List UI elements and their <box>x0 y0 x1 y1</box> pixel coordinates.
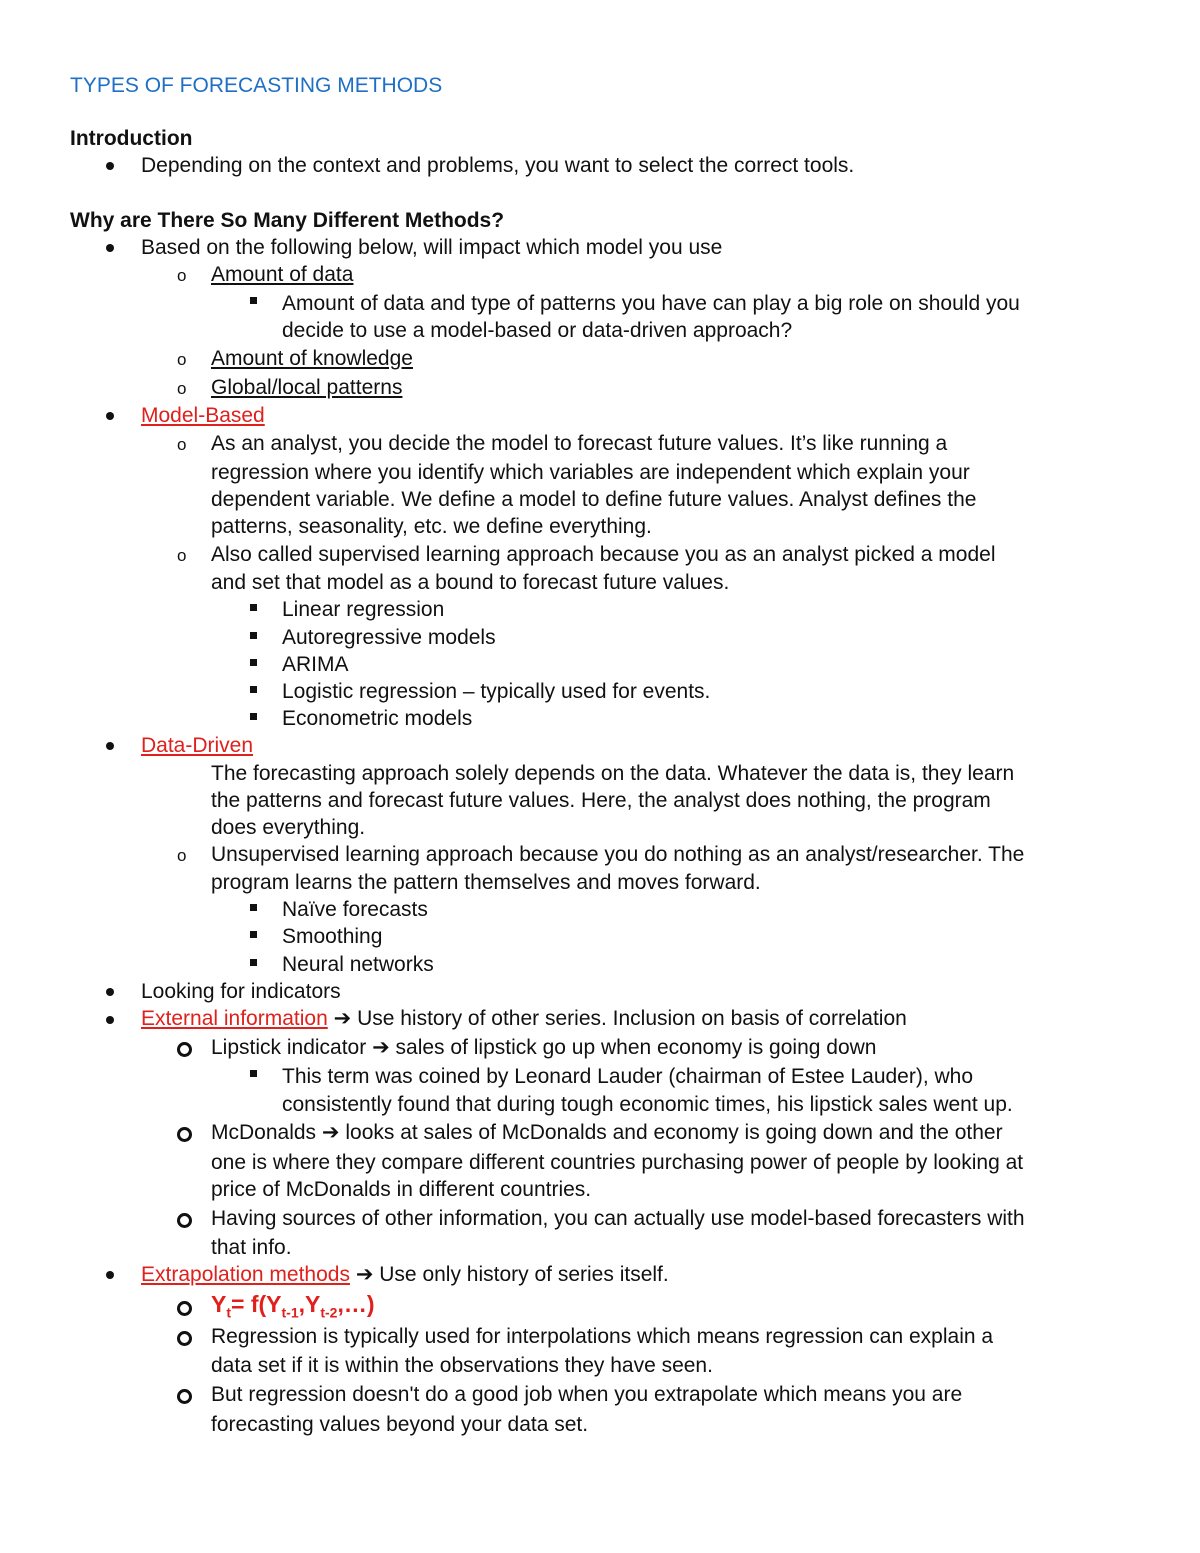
model-based-p1-line1: As an analyst, you decide the model to forecast future values. It’s like running a <box>211 432 948 455</box>
bullet-circle-bold <box>177 1042 192 1057</box>
list-item: Neural networks <box>282 953 434 976</box>
data-driven-p1-line2: the patterns and forecast future values. Here, the analyst does nothing, the program <box>211 789 991 812</box>
lipstick-line <box>211 1035 876 1061</box>
bullet-circle-bold <box>177 1389 192 1404</box>
model-based-p2-line2: and set that model as a bound to forecast future values. <box>211 571 730 594</box>
sources-line2: that info. <box>211 1236 292 1259</box>
list-item: Autoregressive models <box>282 626 496 649</box>
data-driven-label: Data-Driven <box>141 734 254 757</box>
bullet-circle-bold <box>177 1301 192 1316</box>
external-label: External information <box>141 1007 328 1030</box>
bullet-circle: o <box>177 350 187 369</box>
extrapolation-rest: Use only history of series itself. <box>379 1263 669 1286</box>
lipstick-sub-line1: This term was coined by Leonard Lauder (chairman of Estee Lauder), who <box>282 1065 974 1088</box>
model-based-p2-line1: Also called supervised learning approach because you as an analyst picked a model <box>211 543 996 566</box>
extrapolation-line <box>141 1262 669 1288</box>
arrow-icon: ➔ <box>321 1121 340 1144</box>
why-heading: Why are There So Many Different Methods? <box>70 209 505 232</box>
why-bullet: Based on the following below, will impact which model you use <box>141 236 723 259</box>
bullet-dot <box>106 162 114 170</box>
list-item: Naïve forecasts <box>282 898 428 921</box>
arrow-icon: ➔ <box>333 1007 352 1030</box>
regression-line1: Regression is typically used for interpolations which means regression can explain a <box>211 1325 994 1348</box>
indicators-bullet: Looking for indicators <box>141 980 341 1003</box>
amount-of-data: Amount of data <box>211 263 354 286</box>
bullet-dot <box>106 742 114 750</box>
but-line2: forecasting values beyond your data set. <box>211 1413 589 1436</box>
bullet-dot <box>106 244 114 252</box>
bullet-square <box>250 659 257 666</box>
data-driven-p2-line2: program learns the pattern themselves and moves forward. <box>211 871 761 894</box>
formula-sub-t: t <box>226 1304 232 1321</box>
bullet-square <box>250 632 257 639</box>
extrapolation-formula <box>211 1291 375 1326</box>
list-item: Logistic regression – typically used for events. <box>282 680 711 703</box>
bullet-dot <box>106 412 114 420</box>
formula-sub-t2: t-2 <box>320 1304 338 1321</box>
bullet-square <box>250 904 257 911</box>
bullet-square <box>250 686 257 693</box>
formula-comma: ,Y <box>298 1291 321 1317</box>
lipstick-label: Lipstick indicator <box>211 1036 367 1059</box>
bullet-circle-bold <box>177 1127 192 1142</box>
bullet-square <box>250 1070 257 1077</box>
arrow-icon: ➔ <box>372 1036 390 1059</box>
bullet-square <box>250 959 257 966</box>
external-line <box>141 1006 907 1032</box>
external-rest: Use history of other series. Inclusion on basis of correlation <box>357 1007 907 1030</box>
model-based-p1-line4: patterns, seasonality, etc. we define everything. <box>211 515 652 538</box>
bullet-circle: o <box>177 546 187 565</box>
data-driven-p2-line1: Unsupervised learning approach because you do nothing as an analyst/researcher. The <box>211 843 1025 866</box>
model-based-p1-line2: regression where you identify which variables are independent which explain your <box>211 461 970 484</box>
page-title: TYPES OF FORECASTING METHODS <box>70 74 443 97</box>
bullet-square <box>250 713 257 720</box>
bullet-dot <box>106 1271 114 1279</box>
model-based-label: Model-Based <box>141 404 265 427</box>
bullet-circle: o <box>177 435 187 454</box>
global-local-patterns: Global/local patterns <box>211 376 403 399</box>
list-item: ARIMA <box>282 653 349 676</box>
list-item: Smoothing <box>282 925 383 948</box>
formula-y: Y <box>211 1291 227 1317</box>
bullet-circle-bold <box>177 1213 192 1228</box>
mcd-line1 <box>211 1120 1003 1146</box>
list-item: Econometric models <box>282 707 473 730</box>
lipstick-sub-line2: consistently found that during tough economic times, his lipstick sales went up. <box>282 1093 1013 1116</box>
bullet-circle-bold <box>177 1331 192 1346</box>
bullet-square <box>250 297 257 304</box>
formula-end: ,…) <box>337 1291 375 1317</box>
amount-data-sub-line1: Amount of data and type of patterns you have can play a big role on should you <box>282 292 1020 315</box>
model-based-p1-line3: dependent variable. We define a model to define future values. Analyst defines the <box>211 488 977 511</box>
bullet-circle: o <box>177 266 187 285</box>
lipstick-text: sales of lipstick go up when economy is going down <box>395 1036 877 1059</box>
mcd-label: McDonalds <box>211 1121 317 1144</box>
formula-eq: = f(Y <box>231 1291 282 1317</box>
mcd-line2: one is where they compare different countries purchasing power of people by looking at <box>211 1151 1024 1174</box>
amount-data-sub-line2: decide to use a model-based or data-driven approach? <box>282 319 793 342</box>
data-driven-p1-line3: does everything. <box>211 816 366 839</box>
but-line1: But regression doesn't do a good job when you extrapolate which means you are <box>211 1383 963 1406</box>
bullet-dot <box>106 1016 114 1024</box>
intro-heading: Introduction <box>70 127 193 150</box>
arrow-icon: ➔ <box>355 1263 374 1286</box>
formula-sub-t1: t-1 <box>281 1304 299 1321</box>
bullet-square <box>250 604 257 611</box>
bullet-circle: o <box>177 379 187 398</box>
sources-line1: Having sources of other information, you can actually use model-based forecasters with <box>211 1207 1025 1230</box>
intro-bullet: Depending on the context and problems, you want to select the correct tools. <box>141 154 855 177</box>
data-driven-p1-line1: The forecasting approach solely depends on the data. Whatever the data is, they learn <box>211 762 1015 785</box>
amount-of-knowledge: Amount of knowledge <box>211 347 413 370</box>
extrapolation-label: Extrapolation methods <box>141 1263 350 1286</box>
bullet-dot <box>106 988 114 996</box>
regression-line2: data set if it is within the observations they have seen. <box>211 1354 713 1377</box>
bullet-circle: o <box>177 846 187 865</box>
mcd-text: looks at sales of McDonalds and economy is going down and the other <box>345 1121 1003 1144</box>
bullet-square <box>250 931 257 938</box>
mcd-line3: price of McDonalds in different countries. <box>211 1178 592 1201</box>
list-item: Linear regression <box>282 598 445 621</box>
